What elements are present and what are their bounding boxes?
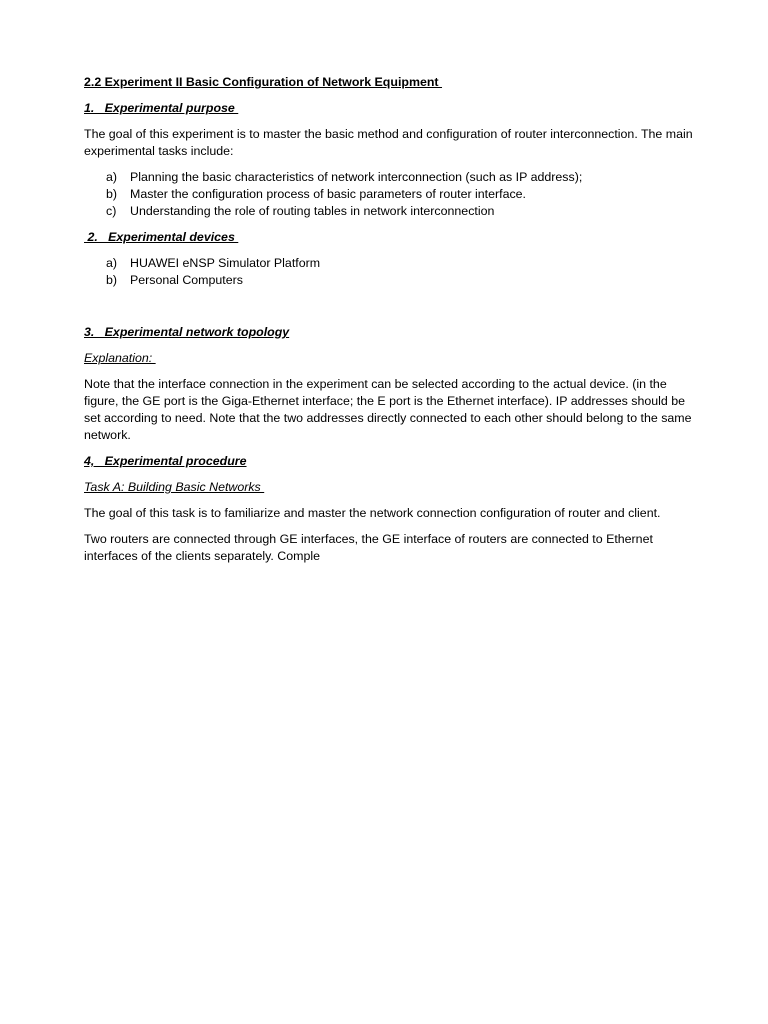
spacer [84, 298, 704, 324]
list-marker: b) [106, 273, 118, 287]
task-a-description-paragraph: Two routers are connected through GE interfaces, the GE interface of routers are connected to Ethernet interfaces of the clients separately. Comple [84, 532, 653, 563]
list-item-text: Understanding the role of routing tables in network interconnection [130, 204, 495, 218]
explanation-subheading: Explanation: [84, 351, 156, 365]
device-list [84, 255, 704, 289]
list-marker: c) [106, 204, 117, 218]
list-marker: a) [106, 170, 118, 184]
section-heading-devices: 2. Experimental devices [84, 230, 239, 244]
list-item-text: Personal Computers [130, 273, 243, 287]
document-title: 2.2 Experiment II Basic Configuration of Network Equipment [84, 75, 443, 89]
topology-explanation-paragraph: Note that the interface connection in the experiment can be selected according to the actual device. (in the figure, the GE port is the Giga-Ethernet interface; the E port is the Ethernet interface). IP addresses should be set according to need. Note that the two addresses directly connected to each other should belong to the same network. [84, 377, 692, 442]
document-page [84, 74, 704, 574]
task-a-subheading: Task A: Building Basic Networks [84, 480, 265, 494]
task-list [84, 169, 704, 220]
list-item [84, 272, 704, 289]
list-item [84, 255, 704, 272]
section-heading-topology: 3. Experimental network topology [84, 325, 290, 339]
list-item-text: HUAWEI eNSP Simulator Platform [130, 256, 321, 270]
list-item [84, 186, 704, 203]
list-marker: a) [106, 256, 118, 270]
section-heading-purpose: 1. Experimental purpose [84, 101, 239, 115]
list-item-text: Master the configuration process of basic parameters of router interface. [130, 187, 527, 201]
section-heading-procedure: 4, Experimental procedure [84, 454, 247, 468]
list-marker: b) [106, 187, 118, 201]
list-item [84, 203, 704, 220]
task-a-goal-paragraph: The goal of this task is to familiarize and master the network connection configuration of router and client. [84, 506, 661, 520]
list-item-text: Planning the basic characteristics of network interconnection (such as IP address); [130, 170, 583, 184]
list-item [84, 169, 704, 186]
purpose-intro-paragraph: The goal of this experiment is to master the basic method and configuration of router interconnection. The main experimental tasks include: [84, 127, 693, 158]
